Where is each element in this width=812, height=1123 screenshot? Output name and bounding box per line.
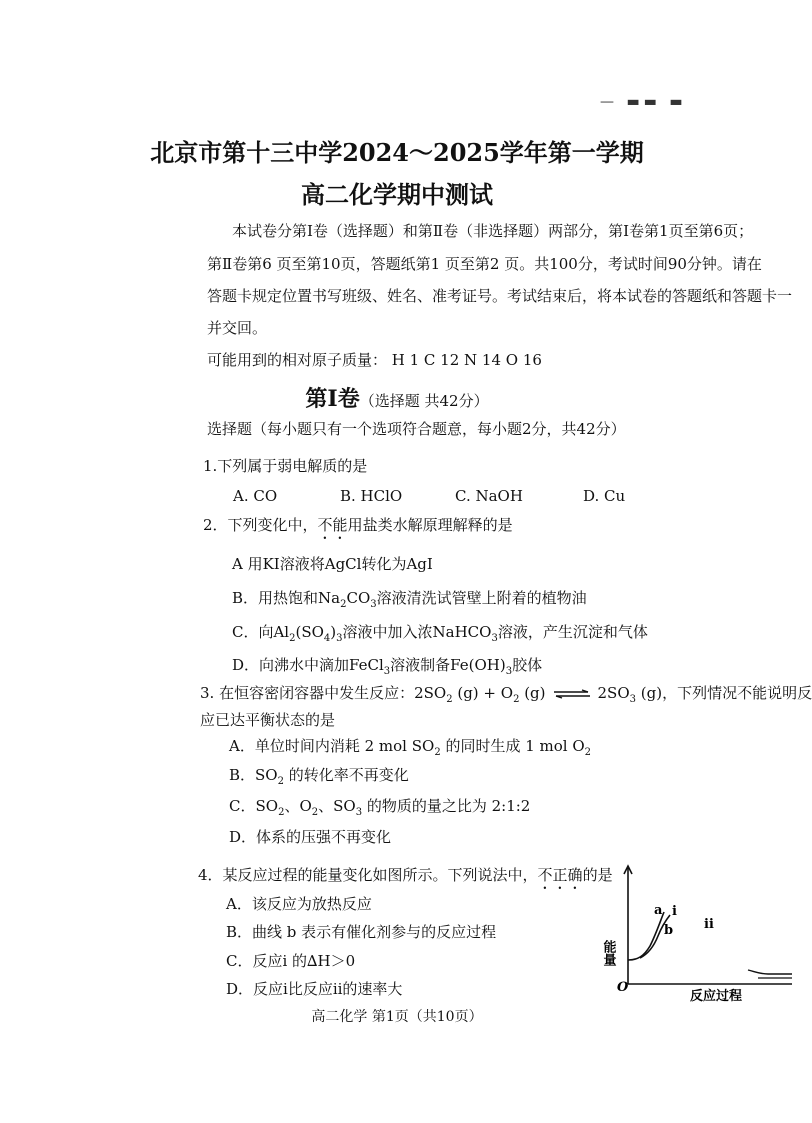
y-axis-label: 能量 <box>600 940 616 966</box>
q4-stem-emphasis: 不正确 <box>537 866 583 884</box>
q1-option-a: A. CO <box>233 487 278 505</box>
q2-stem-emphasis: 不能 <box>317 516 348 534</box>
section-instruction: 选择题（每小题只有一个选项符合题意，每小题2分，共42分） <box>207 420 626 438</box>
product-level-line <box>748 970 792 974</box>
q3-stem: 3. 在恒容密闭容器中发生反应：$2SO_2$ $(g) + O_2$ (g) $2SO_3$ (g)，下列情况不能说明反 <box>200 684 812 705</box>
equilibrium-arrow-icon <box>554 690 590 698</box>
q2-stem-pre: 2．下列变化中， <box>203 516 318 534</box>
q2-option-c: C．向$Al_2(SO_4)_3$溶液中加入浓NaHCO$_3$溶液，产生沉淀和气体 <box>232 623 648 644</box>
q1-stem: 1.下列属于弱电解质的是 <box>203 457 368 475</box>
section-title: 第Ⅰ卷 <box>305 386 360 412</box>
q3-option-b: B．$SO_2$ 的转化率不再变化 <box>229 766 409 787</box>
q3-option-c: C．$SO_2$、$O_2$、$SO_3$ 的物质的量之比为 2:1:2 <box>229 797 531 818</box>
intro-line-2: 第Ⅱ卷第6 页至第10页，答题纸第1 页至第2 页。共100分，考试时间90分钟。请在 <box>207 255 762 273</box>
q2-option-a: A 用KI溶液将AgCl转化为AgI <box>232 555 433 573</box>
label-i: ⅰ <box>672 904 677 919</box>
intro-line-1: 本试卷分第Ⅰ卷（选择题）和第Ⅱ卷（非选择题）两部分，第Ⅰ卷第1页至第6页； <box>232 222 754 240</box>
curve-b-label: b <box>664 923 674 938</box>
q3-stem-line-2: 应已达平衡状态的是 <box>200 711 336 729</box>
q3-option-d: D．体系的压强不再变化 <box>229 828 392 846</box>
page-footer: 高二化学 第1页（共10页） <box>311 1009 483 1025</box>
q2-stem-post: 用盐类水解原理解释的是 <box>347 516 513 534</box>
q4-option-d: D．反应ⅰ比反应ⅱ的速率大 <box>226 980 403 998</box>
x-axis-label: 反应过程 <box>690 989 743 1004</box>
energy-diagram <box>600 860 794 1006</box>
corner-marks: — ▬▬ ▬ <box>600 94 687 110</box>
section-heading <box>0 382 794 413</box>
intro-line-3: 答题卡规定位置书写班级、姓名、准考证号。考试结束后，将本试卷的答题纸和答题卡一 <box>207 287 793 305</box>
q1-option-b: B. HClO <box>340 487 403 505</box>
school-title: 北京市第十三中学2024～2025学年第一学期 <box>150 138 644 167</box>
exam-title: 高二化学期中测试 <box>301 180 493 209</box>
q2-option-b: B．用热饱和$Na_2CO_3$溶液清洗试管壁上附着的植物油 <box>232 589 587 610</box>
label-ii: ⅱ <box>704 917 714 932</box>
atomic-mass-line: 可能用到的相对原子质量： H 1 C 12 N 14 O 16 <box>207 351 542 369</box>
section-subtitle: （选择题 共42分） <box>359 392 489 410</box>
q4-option-a: A．该反应为放热反应 <box>226 895 372 913</box>
origin-label: O <box>617 980 629 995</box>
intro-line-4: 并交回。 <box>207 319 268 337</box>
q1-option-c: C. NaOH <box>455 487 523 505</box>
q1-option-d: D. Cu <box>583 487 626 505</box>
q4-option-b: B．曲线 b 表示有催化剂参与的反应过程 <box>226 923 497 941</box>
q2-option-d: D．向沸水中滴加FeCl$_3$溶液制备$Fe(OH)_3$胶体 <box>232 656 543 677</box>
q4-stem: 4．某反应过程的能量变化如图所示。下列说法中，不正确的是 <box>198 866 613 884</box>
q3-option-a: A．单位时间内消耗 2 mol $SO_2$ 的同时生成 1 mol $O_2$ <box>229 737 592 758</box>
curve-a-label: a <box>654 903 663 918</box>
q4-option-c: C．反应ⅰ 的∆H＞0 <box>226 952 356 970</box>
q2-stem <box>203 514 513 543</box>
